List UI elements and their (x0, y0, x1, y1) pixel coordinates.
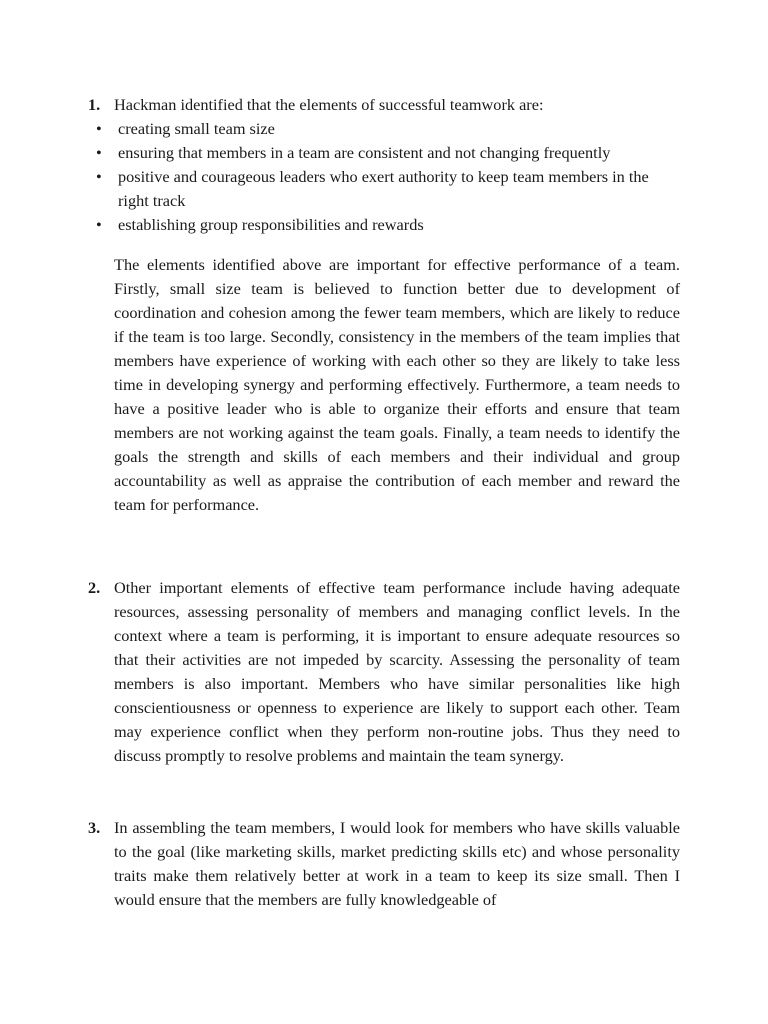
question-body (114, 93, 680, 517)
question-body (114, 816, 680, 912)
question-number: 1. (88, 95, 101, 114)
answer-paragraph: In assembling the team members, I would look for members who have skills valuable to the goal (like marketing skills, market predicting skills etc) and whose personality traits make them relatively better at work in a team to keep its size small. Then I would ensure that the members are fully knowledgeable of (114, 818, 680, 909)
answer-paragraph: The elements identified above are important for effective performance of a team. Firstly, small size team is believed to function better due to development of coordination and cohesion among the fewer team members, which are likely to reduce if the team is too large. Secondly, consistency in the members of the team implies that members have experience of working with each other so they are likely to take less time in developing synergy and performing effectively. Furthermore, a team needs to have a positive leader who is able to organize their efforts and ensure that team members are not working against the team goals. Finally, a team needs to identify the goals the strength and skills of each members and their individual and group accountability as well as appraise the contribution of each member and reward the team for performance. (114, 255, 680, 514)
question-number: 3. (88, 818, 101, 837)
answer-paragraph: Other important elements of effective team performance include having adequate resources, assessing personality of members and managing conflict levels. In the context where a team is performing, it is important to ensure adequate resources so that their activities are not impeded by scarcity. Assessing the personality of team members is also important. Members who have similar personalities like high conscientiousness or openness to experience are likely to support each other. Team may experience conflict when they perform non-routine jobs. Thus they need to discuss promptly to resolve problems and maintain the team synergy. (114, 578, 680, 765)
question-number: 2. (88, 578, 101, 597)
bullet-item: • ensuring that members in a team are consistent and not changing frequently (88, 141, 680, 165)
bullet-item: • establishing group responsibilities and rewards (88, 213, 680, 237)
question-body (114, 576, 680, 768)
question-2 (88, 576, 680, 768)
bullet-list (114, 117, 680, 237)
question-1 (88, 93, 680, 517)
question-intro: Hackman identified that the elements of successful teamwork are: (114, 95, 544, 114)
question-3 (88, 816, 680, 912)
bullet-item: • positive and courageous leaders who exert authority to keep team members in the right track (88, 165, 680, 213)
bullet-item: • creating small team size (88, 117, 680, 141)
